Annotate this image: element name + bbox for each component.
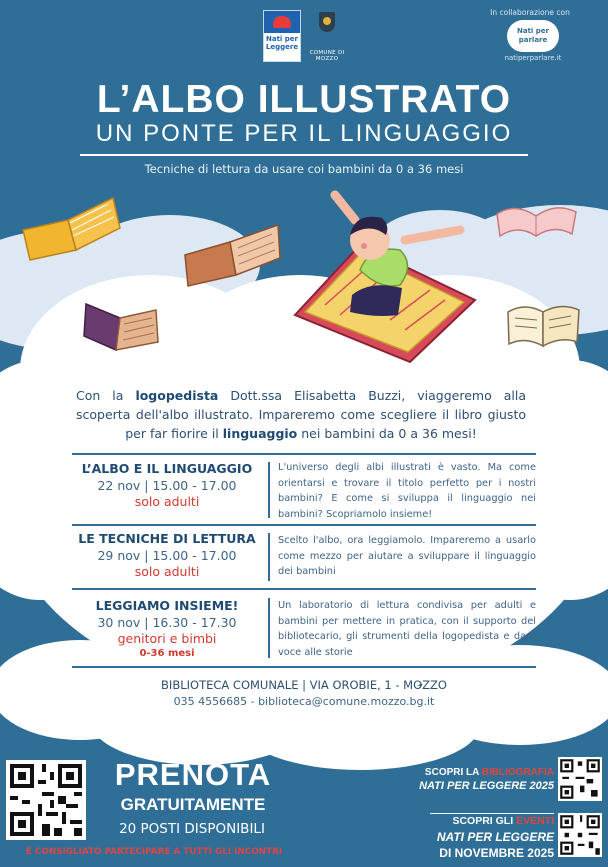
prenota-heading: PRENOTA xyxy=(114,757,272,792)
child-on-book-illustration xyxy=(290,190,480,365)
page-subtitle: UN PONTE PER IL LINGUAGGIO xyxy=(95,120,513,147)
coat-of-arms-icon xyxy=(319,12,335,32)
eventi-link-prefix: SCOPRI GLI xyxy=(452,815,517,827)
page-title: L’ALBO ILLUSTRATO xyxy=(96,78,512,121)
session-3-info xyxy=(72,598,262,660)
nati-per-leggere-logo-text: Nati per Leggere xyxy=(265,35,299,51)
session-3-age: 0-36 mesi xyxy=(139,648,195,659)
contact-info[interactable]: 035 4556685 - biblioteca@comune.mozzo.bg.it xyxy=(173,695,435,708)
attendance-recommendation: È CONSIGLIATO PARTECIPARE A TUTTI GLI INCONTRI xyxy=(25,847,283,857)
intro-highlight-logopedista: logopedista xyxy=(135,388,219,403)
session-3-title: LEGGIAMO INSIEME! xyxy=(95,598,239,613)
eventi-qr-code[interactable] xyxy=(558,813,602,857)
session-3-description: Un laboratorio di lettura condivisa per adulti e bambini per mettere in pratica, con il supporto del bibliotecario, gli strumenti della logopedista e dare voce alle storie xyxy=(278,600,536,658)
session-2-title: LE TECNICHE DI LETTURA xyxy=(78,531,256,546)
bibliografia-link-subtitle: NATI PER LEGGERE 2025 xyxy=(419,780,554,792)
comune-logo-text: COMUNE DI MOZZO xyxy=(309,50,345,62)
session-1-audience: solo adulti xyxy=(134,494,200,509)
booking-qr-code[interactable] xyxy=(6,760,86,840)
session-2-vertical-rule xyxy=(268,533,270,581)
nati-per-parlare-logo xyxy=(507,20,559,52)
session-divider xyxy=(72,453,536,455)
session-2-date: 29 nov | 15.00 - 17.00 xyxy=(97,548,237,563)
flying-book-yellow-icon xyxy=(18,190,128,265)
session-2-audience: solo adulti xyxy=(134,564,200,579)
flying-book-pink-icon xyxy=(494,194,579,244)
collaboration-label: In collaborazione con xyxy=(490,8,570,17)
flying-book-cream-icon xyxy=(505,298,583,353)
intro-paragraph xyxy=(76,386,526,443)
session-1-date: 22 nov | 15.00 - 17.00 xyxy=(97,478,237,493)
intro-text-2: Dott.ssa Elisabetta Buzzi, viaggeremo alla scoperta dell'albo illustrato. Impareremo come scegliere il libro giusto per far fiorire il xyxy=(76,388,526,441)
comune-mozzo-logo xyxy=(309,10,345,60)
intro-text-1: Con la xyxy=(76,388,136,403)
eventi-link-date: DI NOVEMBRE 2025 xyxy=(439,846,554,860)
nati-per-parlare-site[interactable]: natiperparlare.it xyxy=(504,54,562,62)
flying-book-brown-icon xyxy=(180,220,285,290)
session-3-audience: genitori e bimbi xyxy=(117,631,217,646)
intro-highlight-linguaggio: linguaggio xyxy=(222,426,298,441)
session-1-description: L'universo degli albi illustrati è vasto. Ma come orientarsi e trovare il titolo perfetto per i nostri bambini? E come si sviluppa il linguaggio nei bambini? Scopriamolo insieme! xyxy=(278,462,536,520)
session-divider xyxy=(72,524,536,526)
tagline: Tecniche di lettura da usare coi bambini da 0 a 36 mesi xyxy=(144,162,464,176)
session-2-description: Scelto l'albo, ora leggiamolo. Impareremo a usarlo come mezzo per aiutare a sviluppare il linguaggio dei bambini xyxy=(278,535,536,577)
eventi-link-highlight: EVENTI xyxy=(516,815,554,827)
session-1-vertical-rule xyxy=(268,462,270,518)
session-3-date: 30 nov | 16.30 - 17.30 xyxy=(97,615,237,630)
bibliografia-qr-code[interactable] xyxy=(558,757,602,801)
session-2-info xyxy=(72,531,262,580)
nati-per-leggere-logo xyxy=(263,10,301,62)
session-divider xyxy=(72,588,536,590)
session-divider xyxy=(72,666,536,668)
nati-per-parlare-logo-text: Nati per parlare xyxy=(517,27,549,44)
available-seats: 20 POSTI DISPONIBILI xyxy=(119,821,265,837)
intro-text-3: nei bambini da 0 a 36 mesi! xyxy=(297,426,477,441)
session-3-vertical-rule xyxy=(268,598,270,658)
location-address: BIBLIOTECA COMUNALE | VIA OROBIE, 1 - MOZZO xyxy=(161,678,447,692)
eventi-link[interactable] xyxy=(380,815,554,827)
bibliografia-link[interactable] xyxy=(380,767,554,778)
session-1-title: L’ALBO E IL LINGUAGGIO xyxy=(81,461,253,476)
bibliografia-link-prefix: SCOPRI LA xyxy=(424,767,482,778)
flying-book-open-icon xyxy=(82,292,162,352)
bibliografia-link-highlight: BIBLIOGRAFIA xyxy=(481,767,554,778)
links-divider xyxy=(430,813,554,814)
eventi-link-subtitle: NATI PER LEGGERE xyxy=(436,830,554,844)
title-divider xyxy=(80,154,528,156)
session-1-info xyxy=(72,461,262,510)
gratuitamente-label: GRATUITAMENTE xyxy=(120,795,266,814)
